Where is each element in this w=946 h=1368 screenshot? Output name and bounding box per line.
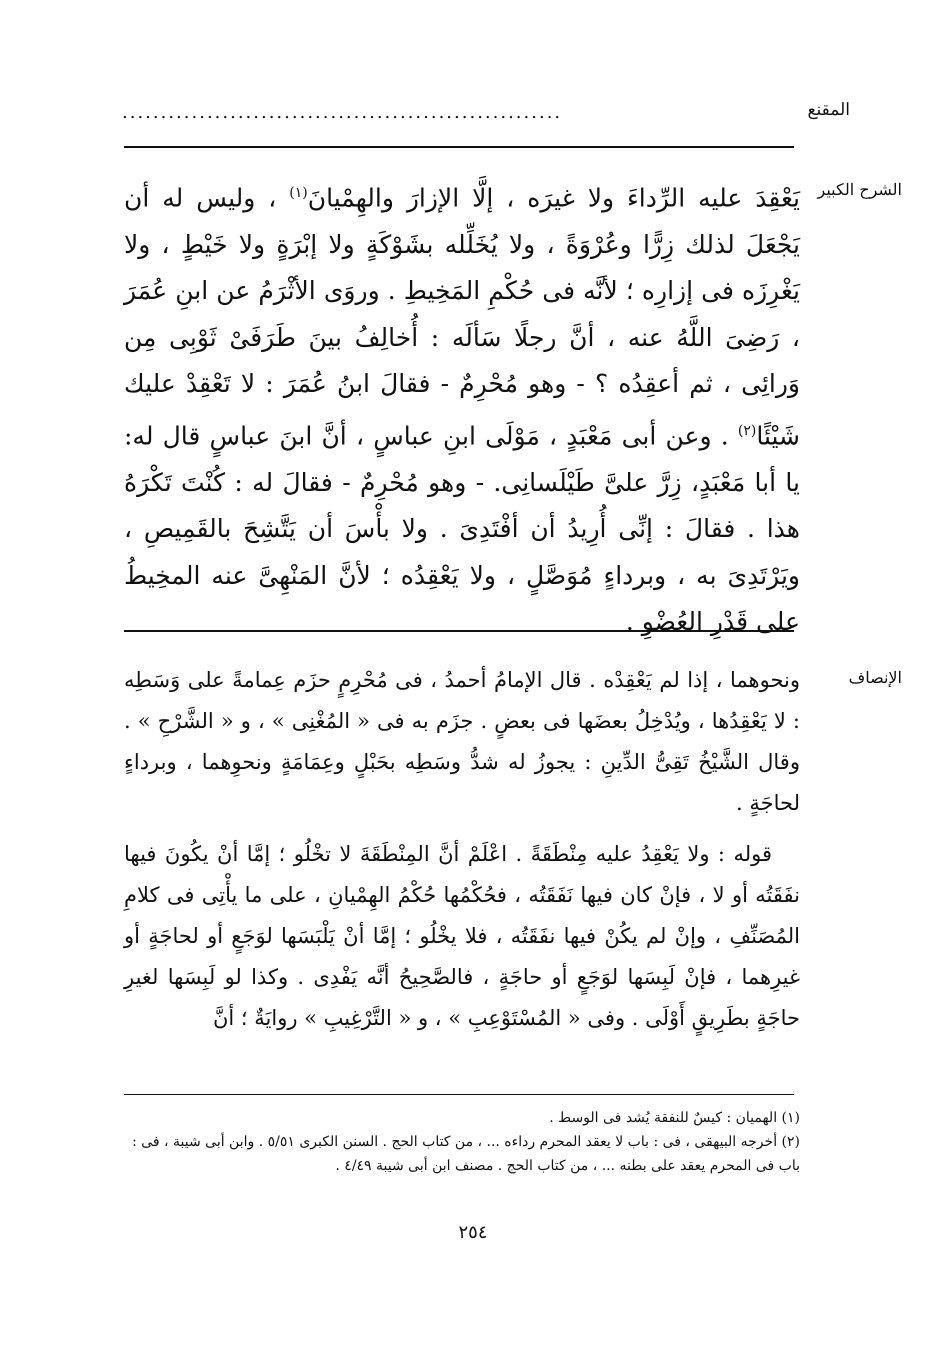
insaf-text xyxy=(124,660,800,1039)
footnote-1: (١) الهميان : كيسٌ للنفقة يُشد فى الوسط . xyxy=(549,1110,800,1126)
footnote-rule xyxy=(124,1094,794,1095)
middle-rule xyxy=(124,630,794,632)
running-title: المقنع xyxy=(807,100,850,120)
sharh-text-part-3: . وعن أبى مَعْبَدٍ ، مَوْلَى ابنِ عباسٍ ، أنَّ ابنَ عباسٍ قال له: يا أبا مَعْبَدٍ، زِرَّ علىَّ طَيْلَسانِى. - وهو مُحْرِمٌ - فقالَ له : كُنْتَ تَكْرَهُ هذا . فقالَ : إنِّى أُرِيدُ أن أفْتَدِىَ . ولا بأْسَ أن يَتَّشِحَ بالقَمِيصِ ، ويَرْتَدِىَ به ، وبرداءٍ مُوَصَّلٍ ، ولا يَعْقِدُه ؛ لأنَّ المَنْهِىَّ عنه المخِيطُ على قَدْرِ العُضْوِ . xyxy=(124,421,800,637)
footnote-2: (٢) أخرجه البيهقى ، فى : باب لا يعقد المحرم رداءه ... ، من كتاب الحج . السنن الكبرى ٥/٥١ . وابن أبى شيبة ، فى : باب فى المحرم يعقد على بطنه ... ، من كتاب الحج . مصنف ابن أبى شيبة ٤/٤٩ . xyxy=(132,1134,800,1174)
sharh-margin-label: الشرح الكبير xyxy=(817,180,902,199)
header-dotted-leader: ......................................................... xyxy=(122,102,563,123)
insaf-paragraph-2: قوله : ولا يَعْقِدُ عليه مِنْطَقَةً . اعْلَمْ أنَّ المِنْطَقَةَ لا تخْلُو ؛ إمَّا أنْ يكُونَ فيها نفَقَتُه أو لا ، فإنْ كان فيها نَفَقَتُه ، فحُكْمُها حُكْمُ الهِمْيانِ ، على ما يأْتِى فى كلامِ المُصَنِّفِ ، وإنْ لم يكُنْ فيها نفَقَتُه ، فلا يخْلُو ؛ إمَّا أنْ يَلْبَسَها لوَجَعٍ أو لحاجَةٍ أو غيرِهما ، فإنْ لَبِسَها لوَجَعٍ أو حاجَةٍ ، فالصَّحِيحُ أنَّه يَفْدِى . وكذا لو لَبِسَها لغيرِ حاجَةٍ بطَرِيقٍ أَوْلَى . وفى « المُسْتَوْعِبِ » ، و « التَّرْغِيبِ » روايَةٌ ؛ أنَّ xyxy=(124,842,801,1030)
footnotes xyxy=(124,1106,800,1178)
insaf-margin-label: الإنصاف xyxy=(848,668,902,687)
top-rule xyxy=(124,146,794,148)
sharh-text xyxy=(124,170,800,646)
sharh-text-part-1: يَعْقِدَ عليه الرِّداءَ ولا غيرَه ، إلَّا الإزارَ والهِمْيانَ xyxy=(307,183,800,213)
sharh-text-part-2: ، وليس له أن يَجْعَلَ لذلك زِرًّا وعُرْوَةً ، ولا يُخَلِّله بشَوْكَةٍ ولا إبْرَةٍ ولا خَيْطٍ ، ولا يَغْرِزَه فى إزارِه ؛ لأنَّه فى حُكْمِ المَخِيطِ . وروَى الأثْرَمُ عن ابنِ عُمَرَ ، رَضِىَ اللَّهُ عنه ، أنَّ رجلًا سَألَه : أُخالِفُ بينَ طَرَفَىْ ثَوْبِى مِن وَرائِى ، ثم أعقِدُه ؟ - وهو مُحْرِمٌ - فقالَ ابنُ عُمَرَ : لا تَعْقِدْ عليك شَيْئًا xyxy=(124,183,800,451)
footnote-marker-2: (٢) xyxy=(737,422,757,439)
insaf-paragraph-1: ونحوهما ، إذا لم يَعْقِدْه . قال الإمامُ أحمدُ ، فى مُحْرِمٍ حزَم عِمامةً على وَسَطِه : لا يَعْقِدُها ، ويُدْخِلُ بعضَها فى بعضٍ . جزَم به فى « المُغْنِى » ، و « الشَّرْحِ » . وقال الشَّيْخُ تَقِىُّ الدِّينِ : يجوزُ له شدُّ وسَطِه بحَبْلٍ وعِمَامَةٍ ونحوِهما ، وبرداءٍ لحاجَةٍ . xyxy=(124,668,800,815)
page-number: ٢٥٤ xyxy=(458,1222,488,1243)
sharh-paragraph xyxy=(124,170,800,646)
footnote-marker-1: (١) xyxy=(289,185,308,201)
